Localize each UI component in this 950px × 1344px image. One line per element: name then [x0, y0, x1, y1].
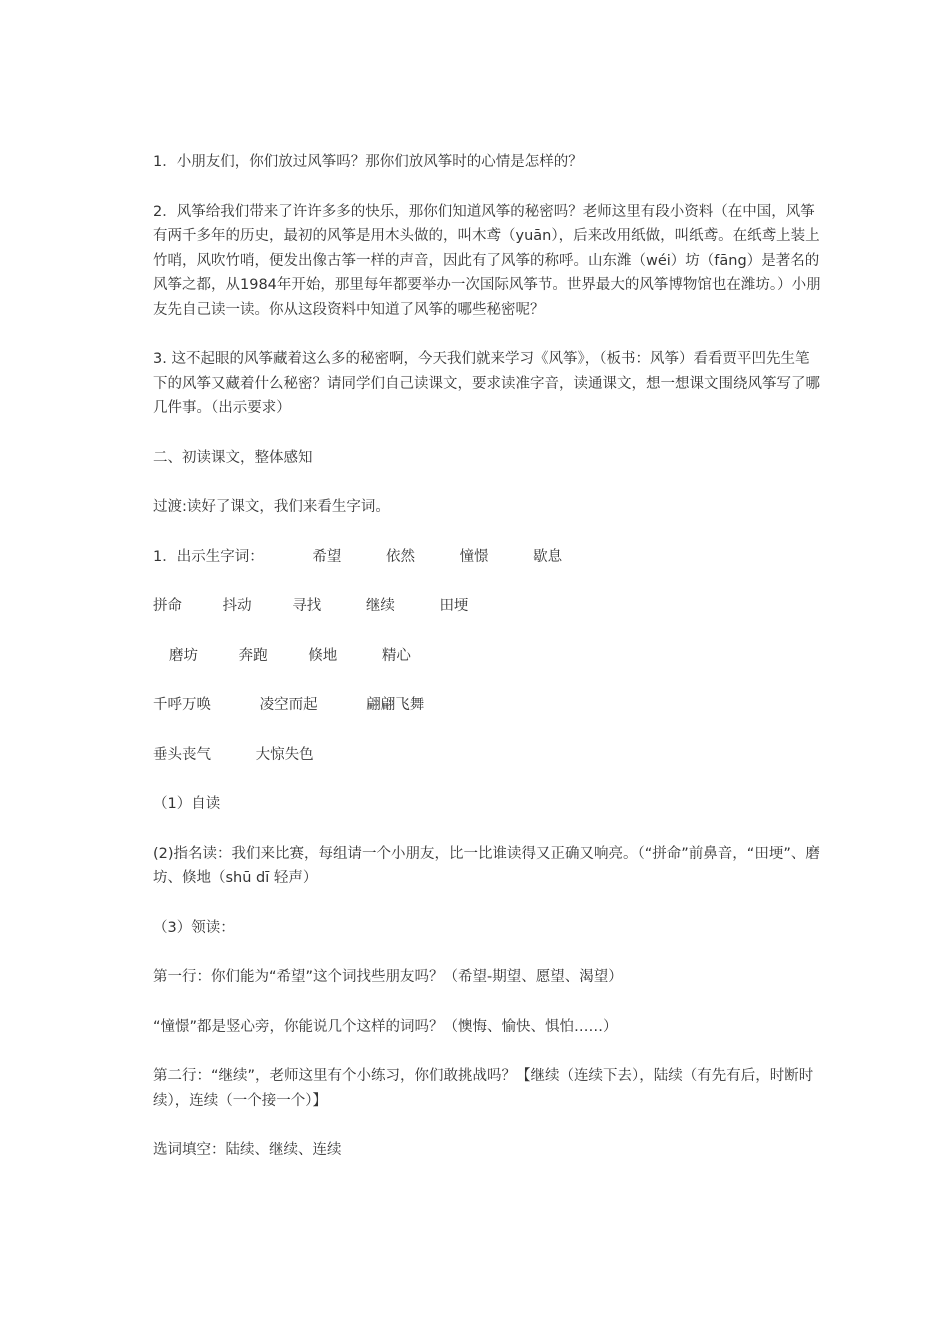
vocab-row-2: [153, 594, 823, 619]
fill-in-exercise: 选词填空：陆续、继续、连续: [153, 1142, 342, 1158]
vocab-label: 1．出示生字词：: [153, 548, 264, 565]
question-1: 1．小朋友们，你们放过风筝吗？那你们放风筝时的心情是怎样的？: [153, 154, 583, 170]
reading-step-2: (2)指名读：我们来比赛，每组请一个小朋友，比一比谁读得又正确又响亮。（“拼命”前鼻音，“田埂”、磨坊、倏地（shū dī 轻声）: [153, 845, 820, 886]
vocab-word: 寻找: [292, 598, 322, 614]
vocab-word: 奔跑: [238, 647, 268, 664]
vocab-word: 精心: [381, 647, 411, 664]
vocab-word: 大惊失色: [255, 746, 314, 763]
reading-step-3: （3）领读：: [153, 919, 235, 936]
vocab-word: 抖动: [222, 598, 252, 614]
vocab-row-4: [153, 693, 823, 718]
vocab-word: 拼命: [153, 598, 182, 614]
section-heading-2: 二、初读课文，整体感知: [153, 449, 313, 466]
vocab-row-3: [153, 644, 823, 669]
line-2-activity: 第二行：“继续”，老师这里有个小练习，你们敢挑战吗？【继续（连续下去），陆续（有先有后，时断时续），连续（一个接一个）】: [153, 1068, 814, 1109]
vocab-row-1: [153, 545, 823, 570]
vocab-word: 继续: [365, 598, 395, 614]
vocab-word: 憧憬: [459, 548, 489, 565]
vocab-word: 垂头丧气: [153, 746, 211, 763]
vocab-word: 田埂: [439, 598, 469, 614]
vocab-word: 磨坊: [169, 647, 198, 664]
document-body: [153, 150, 823, 1188]
vocab-word: 希望: [312, 548, 342, 565]
vocab-word: 歇息: [533, 548, 563, 565]
vocab-word: 凌空而起: [259, 697, 318, 713]
question-2: 2．风筝给我们带来了许许多多的快乐，那你们知道风筝的秘密吗？老师这里有段小资料（在中国，风筝有两千多年的历史，最初的风筝是用木头做的，叫木鸢（yuān），后来改用纸做，叫纸鸢。在纸鸢上装上竹哨，风吹竹哨，便发出像古筝一样的声音，因此有了风筝的称呼。山东潍（wéi）坊（fāng）是著名的风筝之都，从1984年开始，那里每年都要举办一次国际风筝节。世界最大的风筝博物馆也在潍坊。）小朋友先自己读一读。你从这段资料中知道了风筝的哪些秘密呢？: [153, 203, 821, 318]
vocab-word: 倏地: [308, 647, 338, 664]
reading-step-1: （1）自读: [153, 796, 221, 812]
vocab-row-5: [153, 743, 823, 768]
line-1-activity: 第一行：你们能为“希望”这个词找些朋友吗？（希望-期望、愿望、渴望）: [153, 969, 623, 985]
question-3: 3. 这不起眼的风筝藏着这么多的秘密啊，今天我们就来学习《风筝》，（板书：风筝）看看贾平凹先生笔下的风筝又藏着什么秘密？请同学们自己读课文，要求读准字音，读通课文，想一想课文围绕风筝写了哪几件事。（出示要求）: [153, 351, 820, 416]
vocab-word: 千呼万唤: [153, 697, 211, 713]
line-1-followup: “憧憬”都是竖心旁，你能说几个这样的词吗？（懊悔、愉快、惧怕……）: [153, 1018, 618, 1035]
vocab-word: 翩翩飞舞: [366, 697, 425, 713]
transition-text: 过渡:读好了课文，我们来看生字词。: [153, 499, 390, 515]
vocab-word: 依然: [385, 548, 415, 565]
